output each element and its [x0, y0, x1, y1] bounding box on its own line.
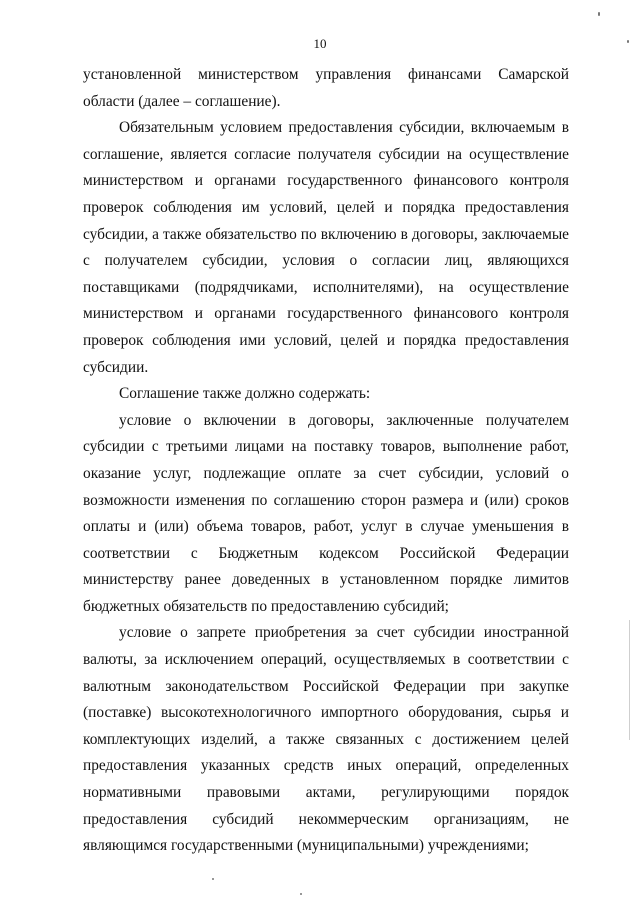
page-number: 10	[313, 36, 327, 51]
paragraph-mandatory-condition: Обязательным условием предоставления субсидии, включаемым в соглашение, является согласие получателя субсидии на осуществление министерством и органами государственного финансового контроля проверок соблюдения им условий, целей и порядка предоставления субсидии, а также обязательство по включению в договоры, заключаемые с получателем субсидии, условия о согласии лиц, являющихся поставщиками (подрядчиками, исполнителями), на осуществление министерством и органами государственного финансового контроля проверок соблюдения ими условий, целей и порядка предоставления субсидии.	[83, 119, 569, 376]
scan-edge-line	[629, 620, 630, 740]
document-body	[83, 62, 569, 860]
scan-speck	[598, 12, 600, 16]
paragraph-agreement-contents: Соглашение также должно содержать:	[119, 385, 371, 403]
paragraph-contract-condition: условие о включении в договоры, заключенные получателем субсидии с третьими лицами на поставку товаров, выполнение работ, оказание услуг, подлежащие оплате за счет субсидии, условий о возможности изменения по соглашению сторон размера и (или) сроков оплаты и (или) объема товаров, работ, услуг в случае уменьшения в соответствии с Бюджетным кодексом Российской Федерации министерству ранее доведенных в установленном порядке лимитов бюджетных обязательств по предоставлению субсидий;	[83, 411, 569, 615]
paragraph-currency-prohibition: условие о запрете приобретения за счет субсидии иностранной валюты, за исключением операций, осуществляемых в соответствии с валютным законодательством Российской Федерации при закупке (поставке) высокотехнологичного импортного оборудования, сырья и комплектующих изделий, а также связанных с достижением целей предоставления указанных средств иных операций, определенных нормативными правовыми актами, регулирующими порядок предоставления субсидий некоммерческим организациям, не являющимся государственными (муниципальными) учреждениями;	[83, 624, 569, 855]
scan-speck	[212, 878, 214, 880]
scan-speck	[300, 893, 302, 895]
paragraph-continuation: установленной министерством управления финансами Самарской области (далее – соглашение).	[83, 66, 569, 110]
scan-speck	[627, 40, 629, 43]
